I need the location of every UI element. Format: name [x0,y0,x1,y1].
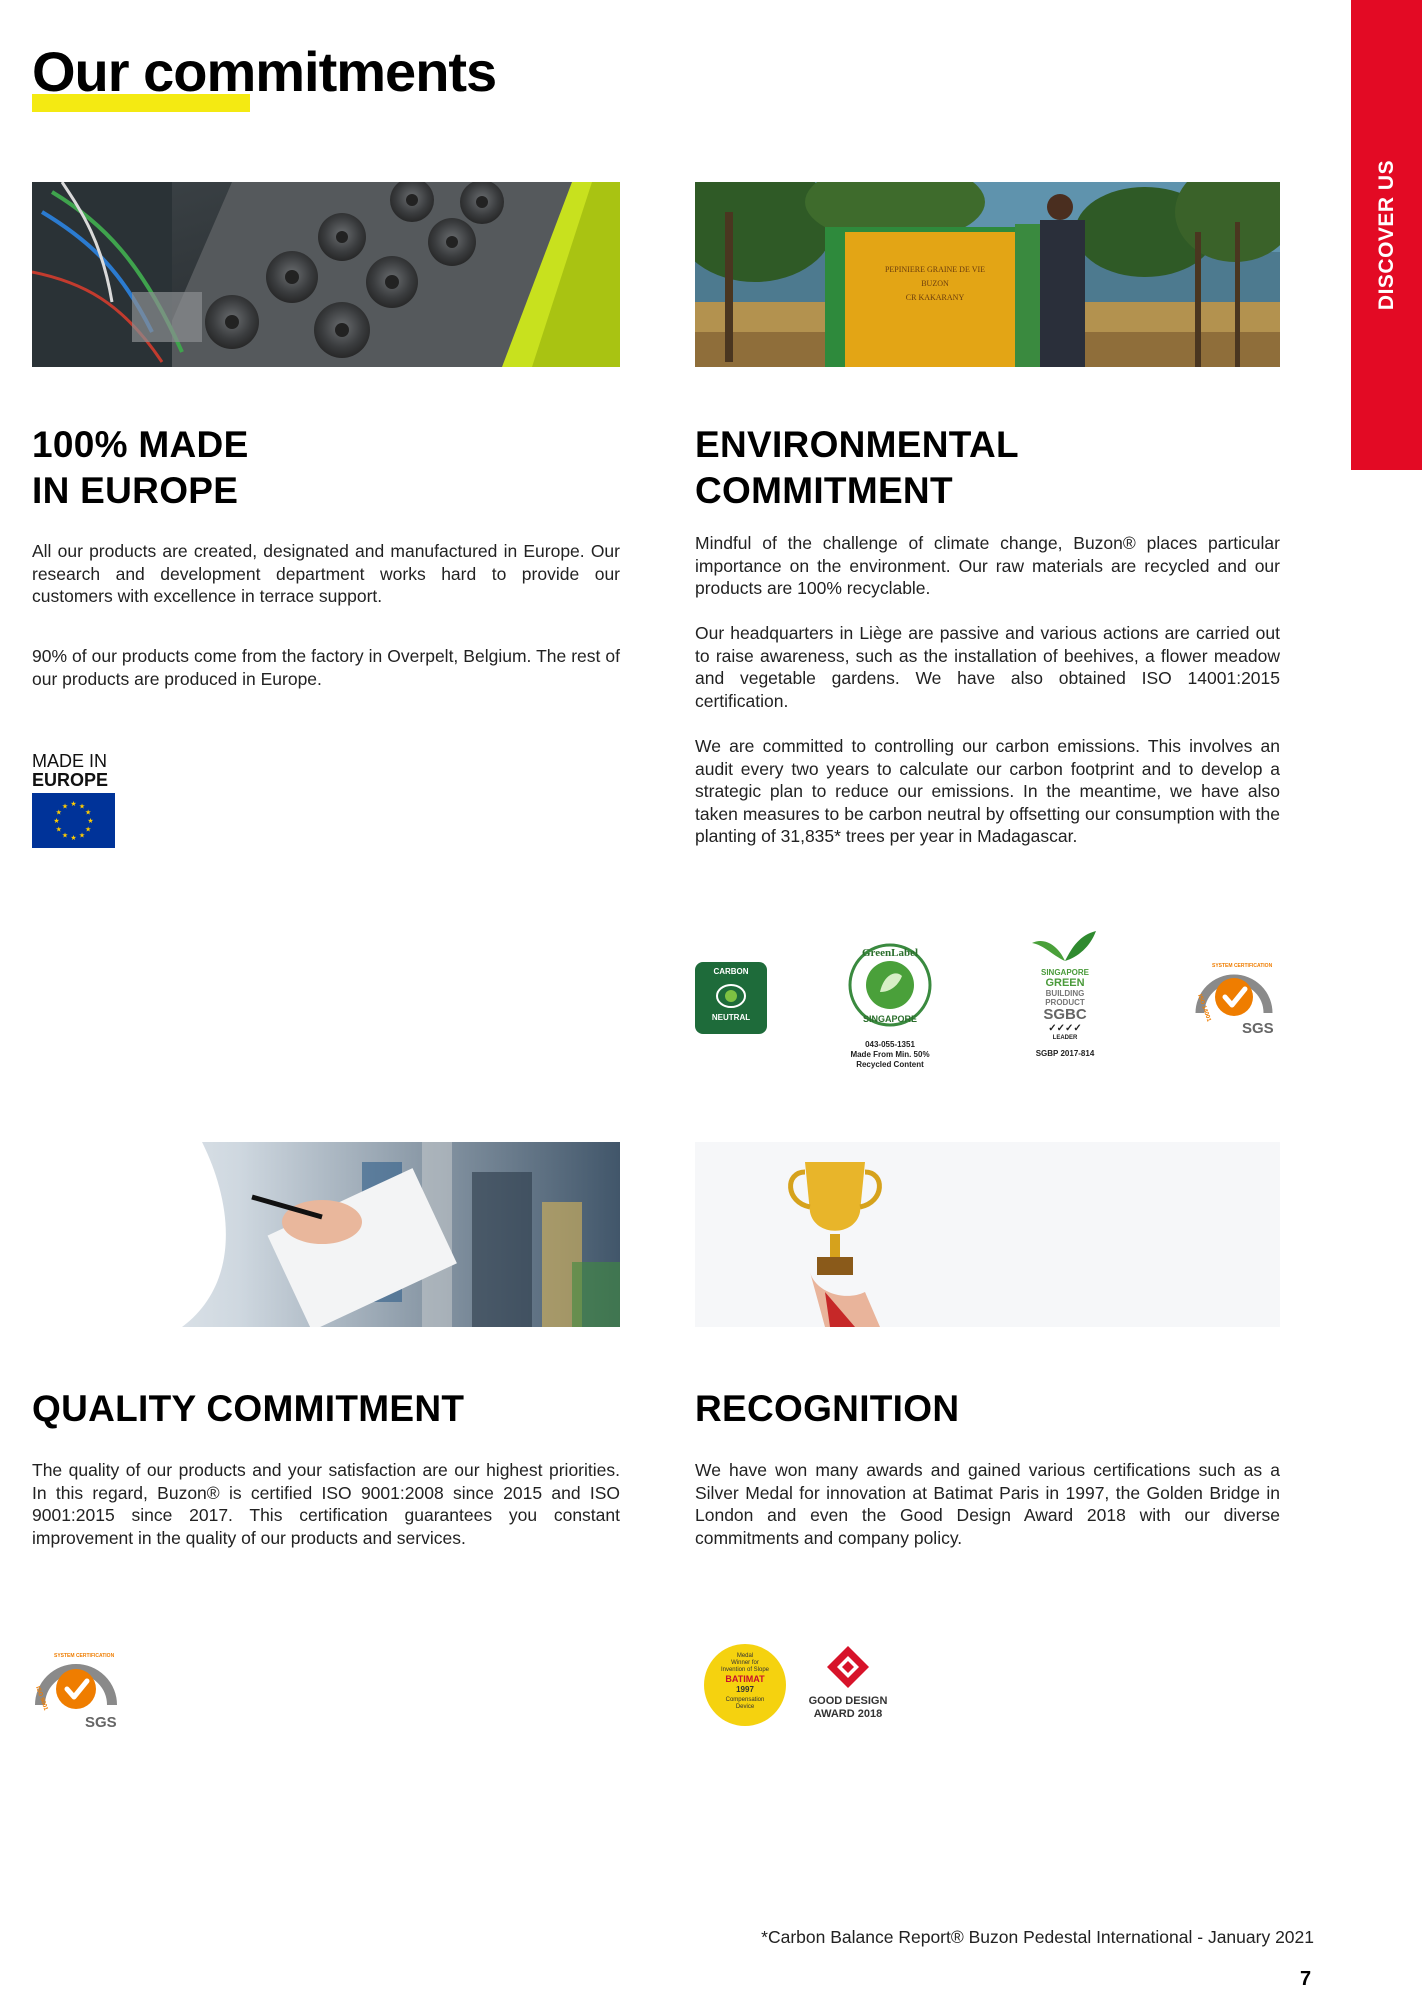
eu-star-icon: ★ [78,802,86,811]
sgbc-ticks: ✓✓✓✓ [1048,1023,1082,1034]
side-tab [1351,0,1422,470]
sgs-14001-arc: SYSTEM CERTIFICATION [1212,963,1273,969]
batimat-line-3: Invention of Slope [720,1667,770,1673]
eu-star-icon: ★ [87,817,94,825]
photo-pedestal-production [32,182,620,367]
batimat-line-5: Device [735,1704,755,1710]
page-title-block [32,38,496,106]
batimat-medal-badge [703,1643,787,1727]
sgs-9001-side: ISO 9001 [34,1685,49,1712]
made-in-europe-paragraph-2: 90% of our products come from the factory in Overpelt, Belgium. The rest of our products are produced in Europe. [32,646,620,689]
eu-star-icon: ★ [70,800,77,808]
side-tab-label: DISCOVER US [1374,159,1398,311]
page-number: 7 [1300,1968,1312,1990]
greenlabel-bottom-text: SINGAPORE [862,1014,918,1024]
eu-star-icon: ★ [85,825,92,834]
eu-star-icon: ★ [70,834,77,842]
sign-line-3: CR KAKARANY [905,293,965,302]
environmental-paragraph-2: Our headquarters in Liège are passive and various actions are carried out to raise awareness, such as the installation of beehives, a flower meadow and vegetable gardens. We have also obtained ISO 14001:2015 certification. [695,623,1280,711]
photo-quality-inspection [32,1142,620,1327]
sgbc-line-4: PRODUCT [1045,998,1085,1007]
environmental-paragraph-1: Mindful of the challenge of climate change, Buzon® places particular importance on the environment. Our raw materials are recycled and our products are 100% recyclable. [695,533,1280,599]
eu-star-icon: ★ [61,802,69,811]
quality-paragraph: The quality of our products and your satisfaction are our highest priorities. In this regard, Buzon® is certified ISO 9001:2008 since 2015 and ISO 9001:2015 since 2017. This certification guarantees you constant improvement in the quality of our products and services. [32,1460,620,1548]
sgs-iso14001-badge [1190,955,1280,1040]
sgbc-line-3: BUILDING [1045,989,1085,998]
carbon-badge-top-text: CARBON [713,967,749,976]
made-in-europe-logo-label [32,752,108,790]
sgbc-line-2: GREEN [1045,977,1085,989]
sign-line-2: BUZON [921,279,949,288]
greenlabel-caption-1: 043-055-1351 [865,1040,915,1049]
good-design-award-badge [805,1644,891,1729]
sgs-9001-arc: SYSTEM CERTIFICATION [54,1653,115,1659]
sgbc-green-building-badge [1022,927,1108,1072]
good-design-line-1: GOOD DESIGN [808,1695,888,1707]
made-in-europe-paragraph-1: All our products are created, designated and manufactured in Europe. Our research and development department works hard to provide our customers with excellence in terrace support. [32,541,620,607]
sgbc-rating: LEADER [1052,1035,1078,1041]
eu-star-icon: ★ [78,831,86,840]
eu-star-icon: ★ [61,831,69,840]
photo-trophy [695,1142,1280,1327]
sgbc-line-1: SINGAPORE [1040,968,1089,977]
batimat-line-2: Winner for [731,1660,759,1666]
heading-made-in-europe-line1: 100% MADE [32,424,249,465]
eu-star-icon: ★ [85,808,92,817]
heading-quality: QUALITY COMMITMENT [32,1388,465,1429]
greenlabel-caption-2: Made From Min. 50% [850,1050,930,1059]
heading-environmental-line2: COMMITMENT [695,470,953,511]
page-title: Our commitments [32,40,497,103]
heading-made-in-europe-line2: IN EUROPE [32,470,239,511]
batimat-line-1: Medal [736,1653,754,1659]
heading-made-in-europe [32,422,249,514]
heading-environmental [695,422,1019,514]
sgbc-caption: SGBP 2017-814 [1035,1049,1095,1058]
eu-logo-line2: EUROPE [32,770,109,790]
sgs-9001-mark: SGS [85,1714,117,1731]
environmental-paragraph-3: We are committed to controlling our carbon emissions. This involves an audit every two years to calculate our carbon footprint and to develop a strategic plan to reduce our emissions. In the meantime, we have also taken measures to be carbon neutral by offsetting our consumption with the planting of 31,835* trees per year in Madagascar. [695,736,1280,847]
sgs-14001-side: ISO 14001 [1196,993,1212,1023]
greenlabel-top-text: GreenLabel [861,947,919,959]
eu-logo-line1: MADE IN [32,751,108,771]
good-design-line-2: AWARD 2018 [813,1708,883,1720]
sign-line-1: PEPINIERE GRAINE DE VIE [884,265,986,274]
greenlabel-caption-3: Recycled Content [856,1060,924,1069]
eu-flag-icon [32,793,115,848]
batimat-year: 1997 [736,1685,754,1694]
batimat-line-4: Compensation [725,1697,765,1703]
eu-star-icon: ★ [55,825,62,834]
sgbc-mark: SGBC [1043,1006,1087,1023]
heading-environmental-line1: ENVIRONMENTAL [695,424,1019,465]
carbon-neutral-badge [695,962,767,1034]
heading-recognition: RECOGNITION [695,1388,960,1429]
sgs-iso9001-badge [30,1645,125,1733]
recognition-paragraph: We have won many awards and gained various certifications such as a Silver Medal for innovation at Batimat Paris in 1997, the Golden Bridge in London and even the Good Design Award 2018 with our diverse commitments and company policy. [695,1460,1280,1548]
photo-tree-nursery [695,182,1280,367]
greenlabel-singapore-badge [838,940,942,1069]
footnote: *Carbon Balance Report® Buzon Pedestal International - January 2021 [761,1927,1314,1947]
batimat-brand: BATIMAT [725,1674,765,1684]
eu-star-icon: ★ [53,817,60,825]
carbon-badge-bottom-text: NEUTRAL [711,1013,751,1022]
eu-star-icon: ★ [55,808,62,817]
sgs-14001-mark: SGS [1242,1020,1274,1037]
